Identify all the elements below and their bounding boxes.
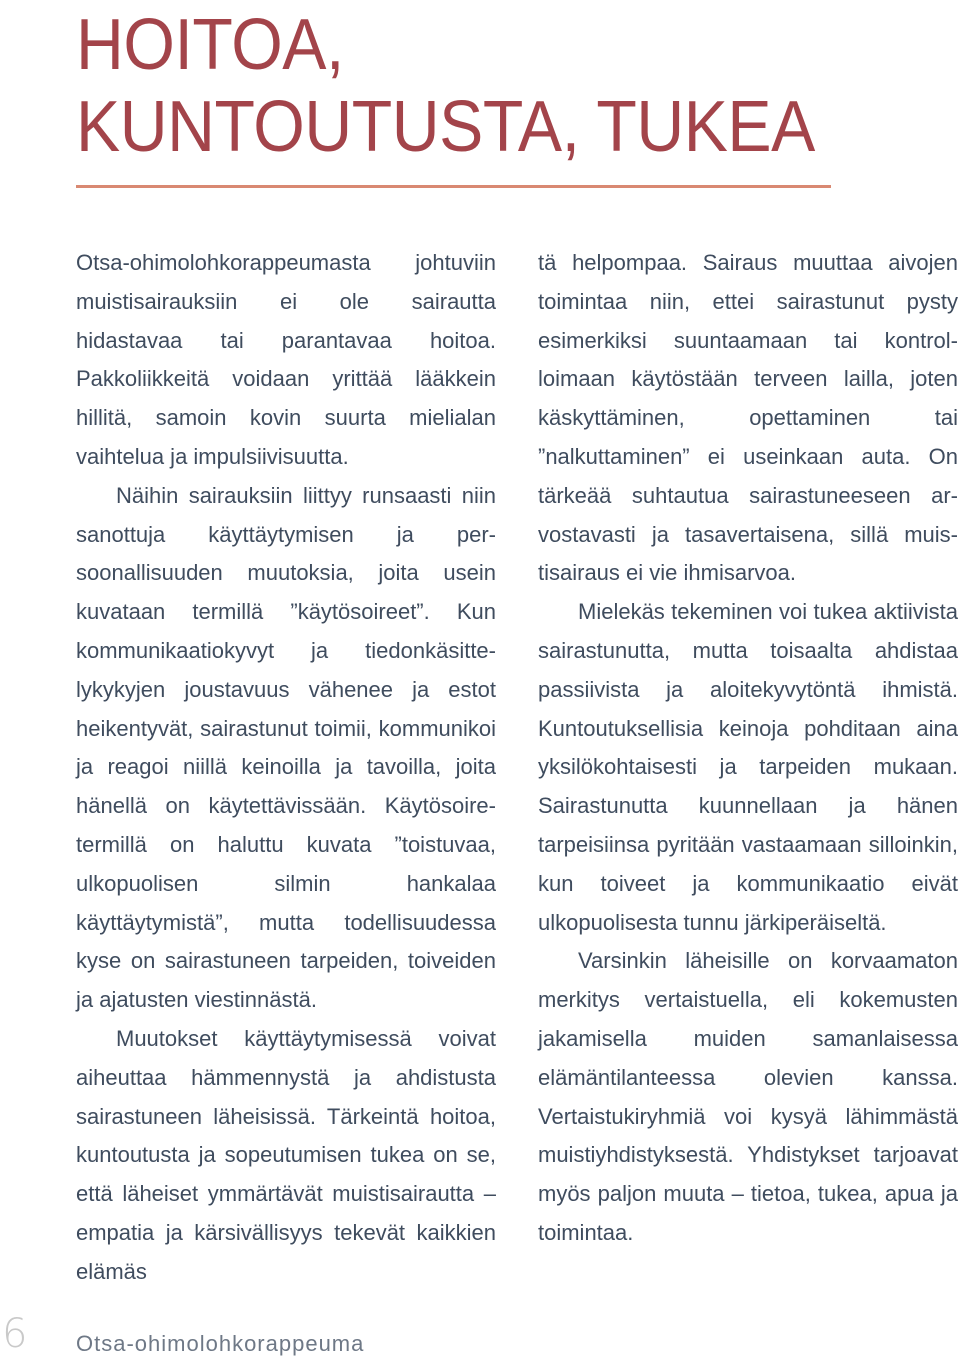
text-column-right <box>538 244 958 1253</box>
page-title-line-2: KUNTOUTUSTA, TUKEA <box>76 87 815 167</box>
paragraph: Varsinkin läheisille on korvaamaton merkitys vertaistuella, eli kokemusten jakamisella muiden samanlaisessa elämäntilanteessa olevien kanssa. Vertaistukiryhmiä voi kysyä lähimmästä muistiyhdistyksestä. Yhdistykset tarjoavat myös paljon muuta – tietoa, tukea, apua ja toimintaa. <box>538 948 958 1245</box>
paragraph: Näihin sairauksiin liittyy runsaasti niin sanottuja käyttäytymisen ja persoonallisuuden muutoksia, joita usein kuvataan termillä ”käytösoireet”. Kun kommunikaatiokyvyt ja tiedonkäsittelykykyjen joustavuus vähenee ja estot heikentyvät, sairastunut toimii, kommunikoi ja reagoi niillä keinoilla ja tavoilla, joita hänellä on käytettävissään. Käytösoire-termillä on haluttu kuvata ”toistuvaa, ulkopuolisen silmin hankalaa käyttäytymistä”, mutta todellisuudessa kyse on sairastuneen tarpeiden, toiveiden ja ajatusten viestinnästä. <box>76 482 496 1013</box>
page-title-line-1: HOITOA, <box>76 5 344 85</box>
page-number: 6 <box>2 1311 28 1357</box>
running-footer-title: Otsa-ohimolohkorappeuma <box>76 1331 365 1356</box>
page-title <box>76 4 815 168</box>
text-column-left <box>76 244 496 1292</box>
paragraph: Mielekäs tekeminen voi tukea aktiivista sairastunutta, mutta toisaalta ahdistaa passiivista ja aloitekyvytöntä ihmistä. Kuntoutuksellisia keinoja pohditaan aina yksilökohtaisesti ja tarpeiden mukaan. Sairastunutta kuunnellaan ja hänen tarpeisiinsa pyritään vastaamaan silloinkin, kun toiveet ja kommunikaatio eivät ulkopuolisesta tunnu järkiperäiseltä. <box>538 599 958 935</box>
paragraph: tä helpompaa. Sairaus muuttaa aivojen toimintaa niin, ettei sairastunut pysty esimerkiksi suuntaamaan tai kontrolloimaan käytöstään terveen lailla, joten käskyttäminen, opettaminen tai ”nalkuttaminen” ei useinkaan auta. On tärkeää suhtautua sairastuneeseen arvostavasti ja tasavertaisena, sillä muistisairaus ei vie ihmisarvoa. <box>538 250 958 586</box>
paragraph: Muutokset käyttäytymisessä voivat aiheuttaa hämmennystä ja ahdistusta sairastuneen läheisissä. Tärkeintä hoitoa, kuntoutusta ja sopeutumisen tukea on se, että läheiset ymmärtävät muistisairautta – empatia ja kärsivällisyys tekevät kaikkien elämäs <box>76 1025 496 1284</box>
paragraph: Otsa-ohimolohkorappeumasta johtuviin muistisairauksiin ei ole sairautta hidastavaa tai parantavaa hoitoa. Pakkoliikkeitä voidaan yrittää lääkkein hillitä, samoin kovin suurta mielialan vaihtelua ja impulsiivisuutta. <box>76 250 496 469</box>
title-divider <box>76 185 831 188</box>
